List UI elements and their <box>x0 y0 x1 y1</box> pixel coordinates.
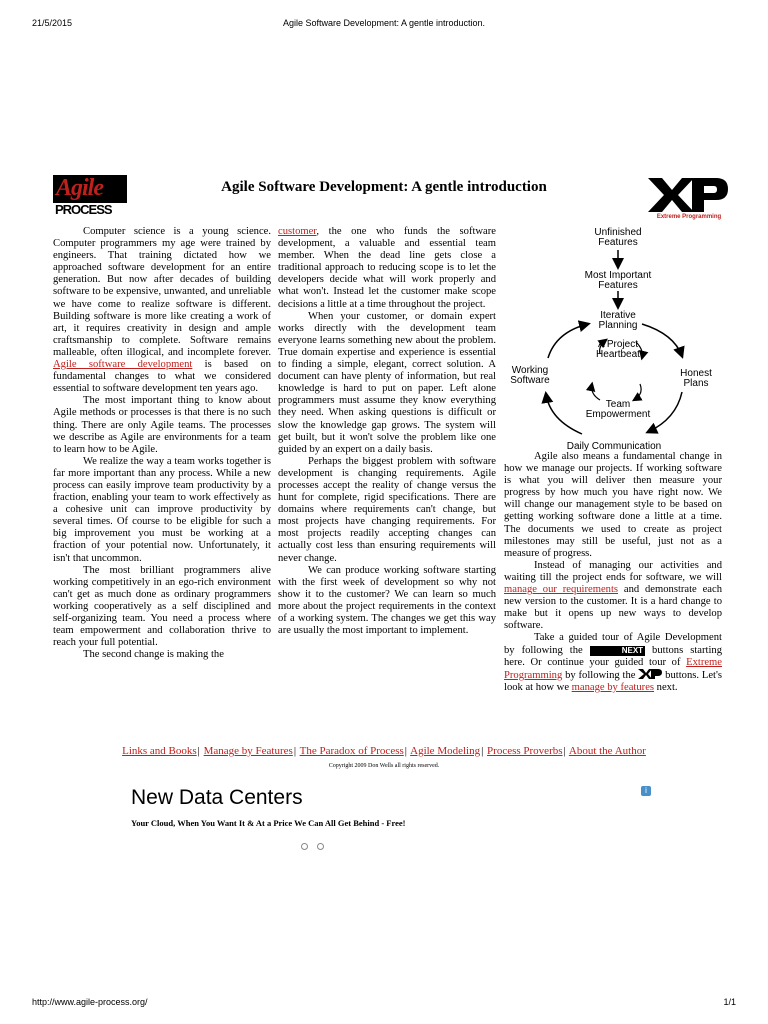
svg-text:Team: Team <box>605 399 631 410</box>
diagram-label-working-software <box>510 365 550 386</box>
diagram-label-most-important-features <box>585 270 652 291</box>
svg-text:Working: Working <box>511 365 549 376</box>
article-column-3 <box>504 451 722 694</box>
svg-text:Software: Software <box>510 375 550 386</box>
page-title: Agile Software Development: A gentle introduction <box>221 179 547 195</box>
paragraph: The most brilliant programmers alive working competitively in an ego-rich environment can't get as much done as ordinary programmers working cooperatively as a self disciplined and self-organizing team. You need a process where team empowerment and collaboration thrive to reach your full potential. <box>53 564 271 649</box>
agile-cycle-diagram <box>504 224 726 454</box>
svg-text:A Project: A Project <box>597 339 639 350</box>
diagram-label-project-heartbeat <box>596 339 640 360</box>
diagram-label-team-empowerment <box>586 399 651 420</box>
agile-logo-word: Agile <box>56 175 103 201</box>
paragraph: Perhaps the biggest problem with software development is changing requirements. Agile processes accept the reality of change versus the hunt for complete, rigid specifications. There are domains where requirements can't change, but most projects have changing requirements. For most projects readily accepting changes can actually cost less than ensuring requirements will never change. <box>278 455 496 564</box>
print-header <box>32 18 736 30</box>
ad-info-icon[interactable]: i <box>641 786 651 796</box>
xp-logo-icon <box>646 174 730 214</box>
nav-links-and-books[interactable]: Links and Books <box>122 745 197 757</box>
paragraph: We can produce working software starting with the first week of development so why not show it to the customer? We can learn so much more about the project requirements in the context of a working system. The changes we get this way are usually the most important to implement. <box>278 564 496 637</box>
svg-text:Most Important: Most Important <box>584 270 652 281</box>
nav-manage-by-features[interactable]: Manage by Features <box>203 745 293 757</box>
nav-process-proverbs[interactable]: Process Proverbs <box>487 745 563 757</box>
paragraph: When your customer, or domain expert works directly with the development team everyone learns something new about the problem. True domain expertise and experience is essential to finding a simple, elegant, correct solution. A document can have plenty of information, but real knowledge is hard to put on paper. Left alone programmers must assume they know everything they need. When asking questions is difficult or slow the knowledge gap grows. The system will get built, but it won't solve the problem like one guided by an expert on a daily basis. <box>278 310 496 455</box>
svg-text:Features: Features <box>598 237 638 248</box>
print-footer <box>32 997 736 1009</box>
print-tab-title: Agile Software Development: A gentle introduction. <box>282 18 486 28</box>
svg-text:Daily Communication: Daily Communication <box>566 441 662 452</box>
arrow <box>642 324 682 356</box>
print-date: 21/5/2015 <box>32 18 73 28</box>
svg-text:Features: Features <box>598 280 638 291</box>
paragraph: Agile also means a fundamental change in how we manage our projects. If working software is what you will deliver then measure your progress by how much you have right now. We will change our management style to be based on getting working software done a little at a time. The documents we used to create as project milestones may still be useful, just not as a measure of progress. <box>504 451 722 559</box>
agile-process-logo[interactable] <box>53 175 127 217</box>
diagram-label-unfinished-features <box>594 227 641 248</box>
print-url: http://www.agile-process.org/ <box>32 997 148 1007</box>
process-logo-word: PROCESS <box>55 202 112 217</box>
ad-title[interactable]: New Data Centers <box>131 786 303 809</box>
manage-our-requirements-link[interactable]: manage our requirements <box>504 584 619 596</box>
diagram-label-iterative-planning <box>599 310 638 331</box>
agile-software-development-link[interactable]: Agile software development <box>53 359 193 371</box>
ad-dot[interactable] <box>317 843 324 850</box>
paragraph: customer, the one who funds the software development, a valuable and essential team member. When the dead line gets close a traditional approach to reducing scope is to let the developers decide what will work properly and what won't. Instead let the customer make scope decisions a little at a time throughout the project. <box>278 226 496 310</box>
paragraph: The most important thing to know about Agile methods or processes is that there is no such thing. There are only Agile teams. The processes we describe as Agile are environments for a team to learn how to be Agile. <box>53 395 271 455</box>
ad-dot[interactable] <box>301 843 308 850</box>
svg-text:Iterative: Iterative <box>600 310 636 321</box>
next-button-icon[interactable]: NEXT <box>590 646 645 656</box>
svg-text:Heartbeat: Heartbeat <box>596 349 640 360</box>
svg-text:Plans: Plans <box>683 378 709 389</box>
ad-subtitle[interactable]: Your Cloud, When You Want It & At a Price We Can All Get Behind - Free! <box>131 818 406 828</box>
svg-text:Unfinished: Unfinished <box>594 227 642 238</box>
paragraph: Take a guided tour of Agile Development by following the NEXT buttons starting here. Or continue your guided tour of Extreme Programming by following the buttons. Let's look at how we manage by features next. <box>504 632 723 693</box>
ad-pagination <box>301 837 333 855</box>
manage-by-features-link[interactable]: manage by features <box>571 681 655 693</box>
paragraph: Computer science is a young science. Computer programmers my age were trained by engineers. That training dictated how we approached software development for an entire generation. But now after decades of building software to be expensive, unwanted, and unreliable we have come to realize software is different. Building software is more like creating a work of art, it requires creativity in design and ample craftsmanship to complete. Software remains malleable, often illogical, and incomplete forever. Agile software development is based on fundamental changes to what we considered essential to software development ten years ago. <box>53 226 271 395</box>
diagram-label-honest-plans <box>680 368 712 389</box>
arrow <box>648 392 682 432</box>
xp-logo-caption: Extreme Programming <box>656 214 722 220</box>
extreme-programming-logo[interactable] <box>646 174 730 220</box>
customer-link[interactable]: customer <box>278 226 317 237</box>
print-page-number: 1/1 <box>723 997 736 1007</box>
nav-agile-modeling[interactable]: Agile Modeling <box>410 745 481 757</box>
paragraph: We realize the way a team works together is far more important than any process. While a new process can easily improve team productivity by a fraction, enabling your team to work effectively as a cohesive unit can improve productivity by several times. Of course to be eligible for such a big improvement you must be working at a fraction of your potential now. Unfortunately, it isn't that uncommon. <box>53 455 271 564</box>
xp-next-button-icon[interactable] <box>638 669 662 679</box>
paragraph: The second change is making the <box>83 649 224 661</box>
nav-paradox-of-process[interactable]: The Paradox of Process <box>299 745 404 757</box>
svg-text:Honest: Honest <box>680 368 712 379</box>
article-column-2 <box>278 226 496 637</box>
article-column-1 <box>53 226 271 661</box>
copyright: Copyright 2009 Don Wells all rights reserved. <box>328 763 440 769</box>
extreme-programming-link[interactable]: Extreme Programming <box>504 656 722 681</box>
svg-text:Planning: Planning <box>598 320 638 331</box>
arrow <box>546 394 582 434</box>
paragraph: Instead of managing our activities and waiting till the project ends for software, we will manage our requirements and demonstrate each new version to the customer. It is a hard change to make but it opens up new ways to develop software. <box>504 559 722 632</box>
arrow <box>548 324 588 358</box>
nav-about-the-author[interactable]: About the Author <box>568 745 646 757</box>
svg-text:Empowerment: Empowerment <box>585 409 651 420</box>
footer-nav: Links and Books| Manage by Features| The Paradox of Process| Agile Modeling| Process Proverbs| About the Author <box>122 745 646 757</box>
